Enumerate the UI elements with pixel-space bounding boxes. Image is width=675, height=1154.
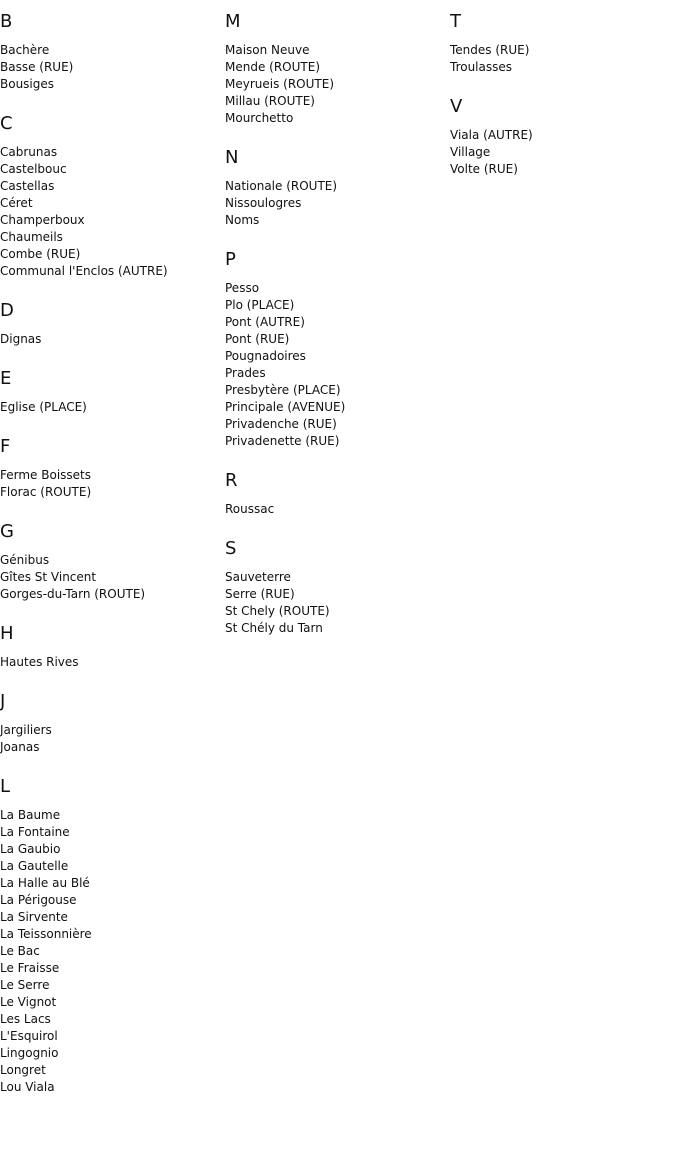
street-list xyxy=(225,569,450,637)
street-link[interactable]: Génibus xyxy=(0,553,50,567)
street-link[interactable]: Ferme Boissets xyxy=(0,468,91,482)
street-link[interactable]: La Périgouse xyxy=(0,893,77,907)
street-link[interactable]: Nationale (ROUTE) xyxy=(225,179,338,193)
street-list xyxy=(0,144,225,280)
street-link[interactable]: Longret xyxy=(0,1063,46,1077)
street-link[interactable]: Pont (AUTRE) xyxy=(225,315,305,329)
street-link[interactable]: Hautes Rives xyxy=(0,655,79,669)
street-link[interactable]: Chaumeils xyxy=(0,230,63,244)
street-list xyxy=(0,552,225,603)
street-link[interactable]: Lingognio xyxy=(0,1046,59,1060)
letter-group-n xyxy=(225,147,450,229)
street-link[interactable]: La Baume xyxy=(0,808,61,822)
street-link[interactable]: Les Lacs xyxy=(0,1012,51,1026)
letter-heading: D xyxy=(0,300,14,321)
street-link[interactable]: Serre (RUE) xyxy=(225,587,295,601)
street-list xyxy=(225,178,450,229)
street-link[interactable]: St Chely (ROUTE) xyxy=(225,604,330,618)
street-link[interactable]: Roussac xyxy=(225,502,275,516)
letter-heading: G xyxy=(0,521,14,542)
street-link[interactable]: Jargiliers xyxy=(0,723,52,737)
letter-group-s xyxy=(225,538,450,637)
street-link[interactable]: Plo (PLACE) xyxy=(225,298,295,312)
street-link[interactable]: Communal l'Enclos (AUTRE) xyxy=(0,264,168,278)
street-link[interactable]: Nissoulogres xyxy=(225,196,302,210)
street-link[interactable]: Principale (AVENUE) xyxy=(225,400,346,414)
street-link[interactable]: Castelbouc xyxy=(0,162,67,176)
letter-heading: R xyxy=(225,470,238,491)
letter-heading: M xyxy=(225,11,241,32)
street-list xyxy=(0,722,225,756)
street-link[interactable]: Millau (ROUTE) xyxy=(225,94,315,108)
street-link[interactable]: Eglise (PLACE) xyxy=(0,400,87,414)
street-link[interactable]: La Fontaine xyxy=(0,825,70,839)
letter-group-c xyxy=(0,113,225,280)
letter-group-d xyxy=(0,300,225,348)
street-link[interactable]: Céret xyxy=(0,196,33,210)
street-link[interactable]: Troulasses xyxy=(450,60,513,74)
street-link[interactable]: Volte (RUE) xyxy=(450,162,518,176)
street-link[interactable]: Joanas xyxy=(0,740,40,754)
street-link[interactable]: Lou Viala xyxy=(0,1080,55,1094)
street-list xyxy=(450,127,675,178)
street-link[interactable]: Le Vignot xyxy=(0,995,57,1009)
letter-group-v xyxy=(450,96,675,178)
street-link[interactable]: Castellas xyxy=(0,179,55,193)
street-link[interactable]: Viala (AUTRE) xyxy=(450,128,533,142)
street-link[interactable]: Privadenette (RUE) xyxy=(225,434,340,448)
letter-heading: N xyxy=(225,147,239,168)
letter-heading: C xyxy=(0,113,13,134)
letter-heading: J xyxy=(0,691,6,712)
letter-group-b xyxy=(0,11,225,93)
street-link[interactable]: La Gaubio xyxy=(0,842,61,856)
street-link[interactable]: Pougnadoires xyxy=(225,349,306,363)
street-link[interactable]: La Sirvente xyxy=(0,910,68,924)
letter-group-g xyxy=(0,521,225,603)
street-link[interactable]: Basse (RUE) xyxy=(0,60,74,74)
street-link[interactable]: Cabrunas xyxy=(0,145,58,159)
street-link[interactable]: Meyrueis (ROUTE) xyxy=(225,77,335,91)
letter-group-p xyxy=(225,249,450,450)
letter-group-l xyxy=(0,776,225,1096)
index-column-2 xyxy=(225,11,450,657)
street-list xyxy=(0,467,225,501)
street-link[interactable]: Le Fraisse xyxy=(0,961,60,975)
street-link[interactable]: Mende (ROUTE) xyxy=(225,60,320,74)
street-link[interactable]: Pont (RUE) xyxy=(225,332,290,346)
letter-group-j xyxy=(0,691,225,756)
letter-heading: H xyxy=(0,623,14,644)
street-link[interactable]: St Chély du Tarn xyxy=(225,621,323,635)
street-link[interactable]: Gîtes St Vincent xyxy=(0,570,97,584)
street-link[interactable]: Bachère xyxy=(0,43,50,57)
street-link[interactable]: Mourchetto xyxy=(225,111,294,125)
letter-group-e xyxy=(0,368,225,416)
street-link[interactable]: La Teissonnière xyxy=(0,927,92,941)
letter-group-m xyxy=(225,11,450,127)
street-list xyxy=(450,42,675,76)
letter-group-t xyxy=(450,11,675,76)
letter-group-f xyxy=(0,436,225,501)
index-column-1 xyxy=(0,11,225,1116)
street-list xyxy=(0,42,225,93)
letter-heading: P xyxy=(225,249,236,270)
street-link[interactable]: L'Esquirol xyxy=(0,1029,58,1043)
street-list xyxy=(225,280,450,450)
street-link[interactable]: Le Serre xyxy=(0,978,50,992)
street-link[interactable]: Bousiges xyxy=(0,77,55,91)
street-link[interactable]: Dignas xyxy=(0,332,42,346)
street-link[interactable]: Noms xyxy=(225,213,260,227)
street-link[interactable]: Florac (ROUTE) xyxy=(0,485,92,499)
street-link[interactable]: Pesso xyxy=(225,281,260,295)
street-list xyxy=(0,654,225,671)
street-link[interactable]: Village xyxy=(450,145,491,159)
street-link[interactable]: Le Bac xyxy=(0,944,40,958)
letter-heading: S xyxy=(225,538,237,559)
street-list xyxy=(225,42,450,127)
letter-heading: T xyxy=(450,11,461,32)
street-link[interactable]: Presbytère (PLACE) xyxy=(225,383,341,397)
street-list xyxy=(0,399,225,416)
street-list xyxy=(0,807,225,1096)
street-list xyxy=(225,501,450,518)
letter-heading: B xyxy=(0,11,13,32)
letter-heading: L xyxy=(0,776,11,797)
street-link[interactable]: La Halle au Blé xyxy=(0,876,90,890)
street-list xyxy=(0,331,225,348)
street-link[interactable]: Tendes (RUE) xyxy=(450,43,530,57)
street-link[interactable]: Privadenche (RUE) xyxy=(225,417,337,431)
letter-group-h xyxy=(0,623,225,671)
street-link[interactable]: Gorges-du-Tarn (ROUTE) xyxy=(0,587,146,601)
street-link[interactable]: Sauveterre xyxy=(225,570,291,584)
street-link[interactable]: Prades xyxy=(225,366,266,380)
street-link[interactable]: Champerboux xyxy=(0,213,85,227)
street-link[interactable]: Combe (RUE) xyxy=(0,247,81,261)
letter-heading: F xyxy=(0,436,11,457)
letter-heading: V xyxy=(450,96,463,117)
street-link[interactable]: Maison Neuve xyxy=(225,43,310,57)
letter-heading: E xyxy=(0,368,12,389)
index-column-3 xyxy=(450,11,675,198)
street-link[interactable]: La Gautelle xyxy=(0,859,69,873)
letter-group-r xyxy=(225,470,450,518)
